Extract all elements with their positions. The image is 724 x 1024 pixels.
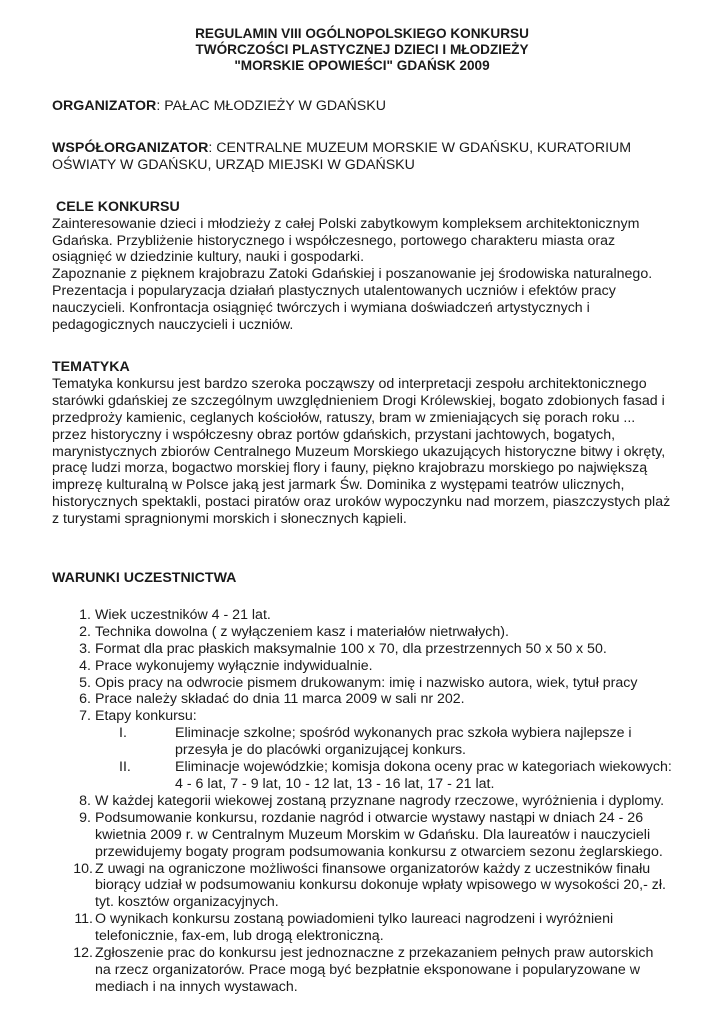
stage-item [119, 725, 672, 759]
organizer-label: ORGANIZATOR [52, 98, 157, 114]
document-title [52, 26, 672, 74]
list-item: Prace należy składać do dnia 11 marca 2009 w sali nr 202. [95, 691, 465, 708]
list-item: W każdej kategorii wiekowej zostaną przyznane nagrody rzeczowe, wyróżnienia i dyplomy. [95, 792, 665, 809]
list-item: Opis pracy na odwrocie pismem drukowanym: imię i nazwisko autora, wiek, tytuł pracy [95, 674, 638, 691]
theme-paragraph: Tematyka konkursu jest bardzo szeroka począwszy od interpretacji zespołu architektonicznego starówki gdańskiej ze szczególnym uwzględnieniem Drogi Królewskiej, bogato zdobionych fasad i przedproży kamienic, ceglanych kościołów, ratuszy, bram w zmieniających się porach roku ... przez historyczny i współczesny obraz portów gdańskich, przystani jachtowych, bogatych, marynistycznych zbiorów Centralnego Muzeum Morskiego ukazujących historyczne bitwy i okręty, pracę ludzi morza, bogactwo morskiej flory i fauny, piękno krajobrazu morskiego po największą imprezę kulturalną w Polsce jaką jest jarmark Św. Dominika z występami teatrów ulicznych, historycznych spektakli, postaci piratów oraz uroków wypoczynku nad morzem, piaszczystych plaż z turystami spragnionymi morskich i słonecznych kąpieli. [52, 375, 671, 528]
goals-paragraph-2: Zapoznanie z pięknem krajobrazu Zatoki Gdańskiej i poszanowanie jej środowiska naturalnego. Prezentacja i popularyzacja działań plastycznych utalentowanych uczniów i efektów pracy nauczycieli. Konfrontacja osiągnięć twórczych i wymiana doświadczeń artystycznych i pedagogicznych nauczycieli i uczniów. [52, 266, 653, 334]
list-item: Zgłoszenie prac do konkursu jest jednoznaczne z przekazaniem pełnych praw autorskich na rzecz organizatorów. Prace mogą być bezpłatnie eksponowane i popularyzowane w mediach i na innych wystawach. [95, 945, 654, 995]
list-item: Technika dowolna ( z wyłączeniem kasz i materiałów nietrwałych). [95, 623, 509, 640]
title-line-2: TWÓRCZOŚCI PLASTYCZNEJ DZIECI I MŁODZIEŻY [195, 42, 529, 57]
title-line-1: REGULAMIN VIII OGÓLNOPOLSKIEGO KONKURSU [195, 26, 529, 41]
organizer-value: : PAŁAC MŁODZIEŻY W GDAŃSKU [156, 98, 386, 114]
co-organizer-line [52, 140, 672, 174]
theme-heading: TEMATYKA [52, 358, 130, 375]
organizer-line [52, 98, 672, 115]
list-item: O wynikach konkursu zostaną powiadomieni tylko laureaci nagrodzeni i wyróżnieni telefonicznie, fax-em, lub drogą elektroniczną. [95, 911, 614, 945]
stages-list [95, 725, 672, 793]
list-item: Z uwagi na ograniczone możliwości finansowe organizatorów każdy z uczestników finału biorący udział w podsumowaniu konkursu dokonuje wpłaty wpisowego w wysokości 20,- zł. tyt. kosztów organizacyjnych. [95, 860, 666, 911]
stage-text: Eliminacje wojewódzkie; komisja dokona oceny prac w kategoriach wiekowych: 4 - 6 lat, 7 - 9 lat, 10 - 12 lat, 13 - 16 lat, 17 - 21 lat. [175, 759, 672, 792]
list-item: Format dla prac płaskich maksymalnie 100 x 70, dla przestrzennych 50 x 50 x 50. [95, 640, 607, 657]
list-item: Wiek uczestników 4 - 21 lat. [95, 606, 271, 623]
stage-text: Eliminacje szkolne; spośród wykonanych prac szkoła wybiera najlepsze i przesyła je do placówki organizującej konkurs. [175, 725, 632, 759]
conditions-list [52, 607, 672, 996]
stage-number: I. [119, 725, 127, 742]
list-item: Podsumowanie konkursu, rozdanie nagród i otwarcie wystawy nastąpi w dniach 24 - 26 kwietnia 2009 r. w Centralnym Muzeum Morskim w Gdańsku. Dla laureatów i nauczycieli przewidujemy bogaty program podsumowania konkursu z otwarciem sezonu żeglarskiego. [95, 809, 663, 860]
goals-heading: CELE KONKURSU [56, 198, 180, 215]
list-item: Etapy konkursu: I. Eliminacje szkolne; spośród wykonanych prac szkoła wybiera najlepsze i przesyła je do placówki organizującej konkurs. II. Eliminacje wojewódzkie; komisja dokona oceny prac w kategoriach wiekowych: 4 - 6 lat, 7 - 9 lat, 10 - 12 lat, 13 - 16 lat, 17 - 21 lat. [95, 708, 672, 792]
stage-item [119, 759, 672, 793]
stage-number: II. [119, 759, 131, 776]
title-line-3: "MORSKIE OPOWIEŚCI" GDAŃSK 2009 [234, 58, 490, 73]
co-organizer-value: : CENTRALNE MUZEUM MORSKIE W GDAŃSKU, KURATORIUM OŚWIATY W GDAŃSKU, URZĄD MIEJSKI W GDAŃSKU [52, 139, 632, 173]
co-organizer-label: WSPÓŁORGANIZATOR [52, 139, 209, 156]
list-item: Prace wykonujemy wyłącznie indywidualnie. [95, 657, 373, 674]
conditions-heading: WARUNKI UCZESTNICTWA [52, 570, 237, 587]
goals-paragraph-1: Zainteresowanie dzieci i młodzieży z całej Polski zabytkowym kompleksem architektonicznym Gdańska. Przybliżenie historycznego i współczesnego, portowego charakteru miasta oraz osiągnięć w dziedzinie kultury, nauki i gospodarki. [52, 215, 640, 266]
